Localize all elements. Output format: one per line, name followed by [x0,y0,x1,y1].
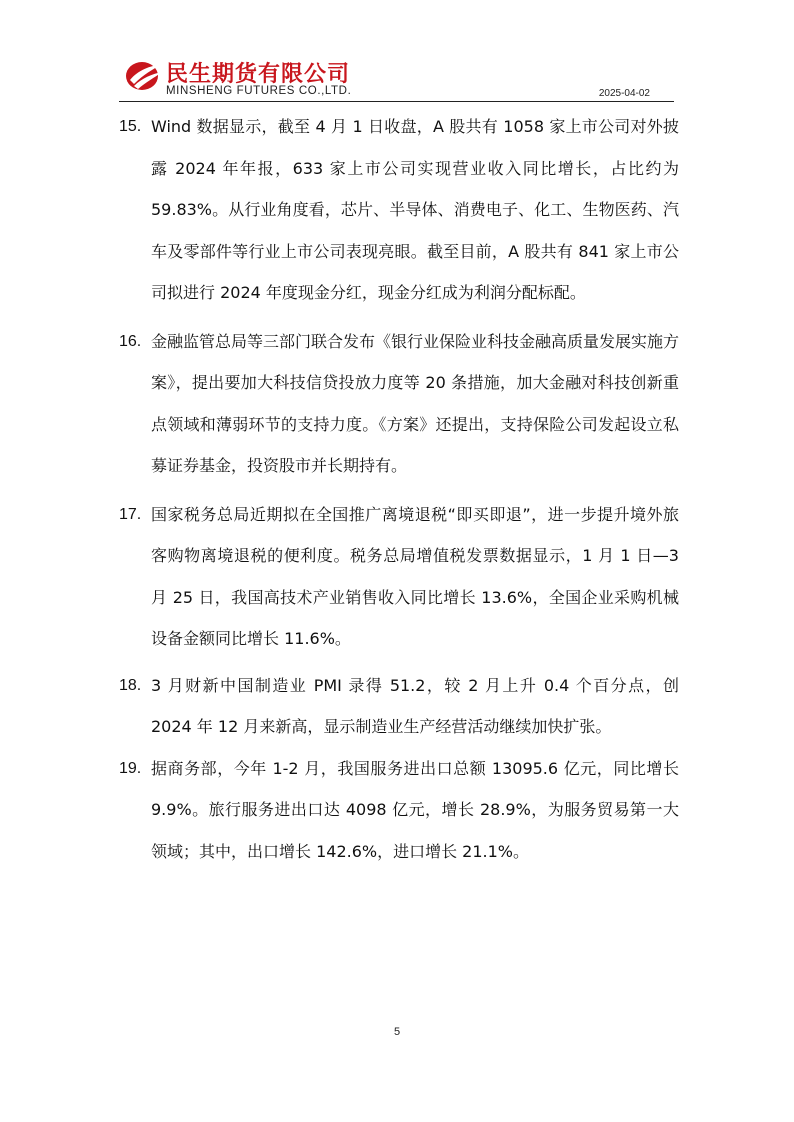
item-number: 18. [119,676,142,694]
item-text: 据商务部，今年 1-2 月，我国服务进出口总额 13095.6 亿元，同比增长 9.9%。旅行服务进出口达 4098 亿元，增长 28.9%，为服务贸易第一大领域；其中，出口增长 142.6%，进口增长 21.1%。 [151,758,679,861]
item-text: 金融监管总局等三部门联合发布《银行业保险业科技金融高质量发展实施方案》，提出要加大科技信贷投放力度等 20 条措施，加大金融对科技创新重点领域和薄弱环节的支持力度。《方案》还提出，支持保险公司发起设立私募证券基金，投资股市并长期持有。 [151,331,680,475]
page-header [0,0,794,110]
page-number: 5 [393,1026,401,1038]
company-name-cn: 民生期货有限公司 [166,62,351,87]
news-item [119,321,679,487]
item-number: 19. [119,759,142,777]
news-item [119,106,679,314]
news-item [119,494,679,660]
news-item [119,665,679,748]
item-text: 国家税务总局近期拟在全国推广离境退税“即买即退”，进一步提升境外旅客购物离境退税的便利度。税务总局增值税发票数据显示，1 月 1 日—3 月 25 日，我国高技术产业销售收入同比增长 13.6%，全国企业采购机械设备金额同比增长 11.6%。 [151,504,679,648]
news-list [119,106,679,872]
news-item [119,748,679,873]
item-text: Wind 数据显示，截至 4 月 1 日收盘，A 股共有 1058 家上市公司对外披露 2024 年年报，633 家上市公司实现营业收入同比增长，占比约为 59.83%。从行业角度看，芯片、半导体、消费电子、化工、生物医药、汽车及零部件等行业上市公司表现亮眼。截至目前，A 股共有 841 家上市公司拟进行 2024 年度现金分红，现金分红成为利润分配标配。 [151,117,679,302]
item-text: 3 月财新中国制造业 PMI 录得 51.2，较 2 月上升 0.4 个百分点，创 2024 年 12 月来新高，显示制造业生产经营活动继续加快扩张。 [151,675,679,736]
item-number: 17. [119,505,142,523]
company-name-en: MINSHENG FUTURES CO.,LTD. [166,85,352,97]
report-date: 2025-04-02 [598,88,650,99]
item-number: 15. [119,118,142,135]
company-logo-icon [124,58,164,92]
item-number: 16. [119,332,142,350]
header-divider [119,101,674,102]
